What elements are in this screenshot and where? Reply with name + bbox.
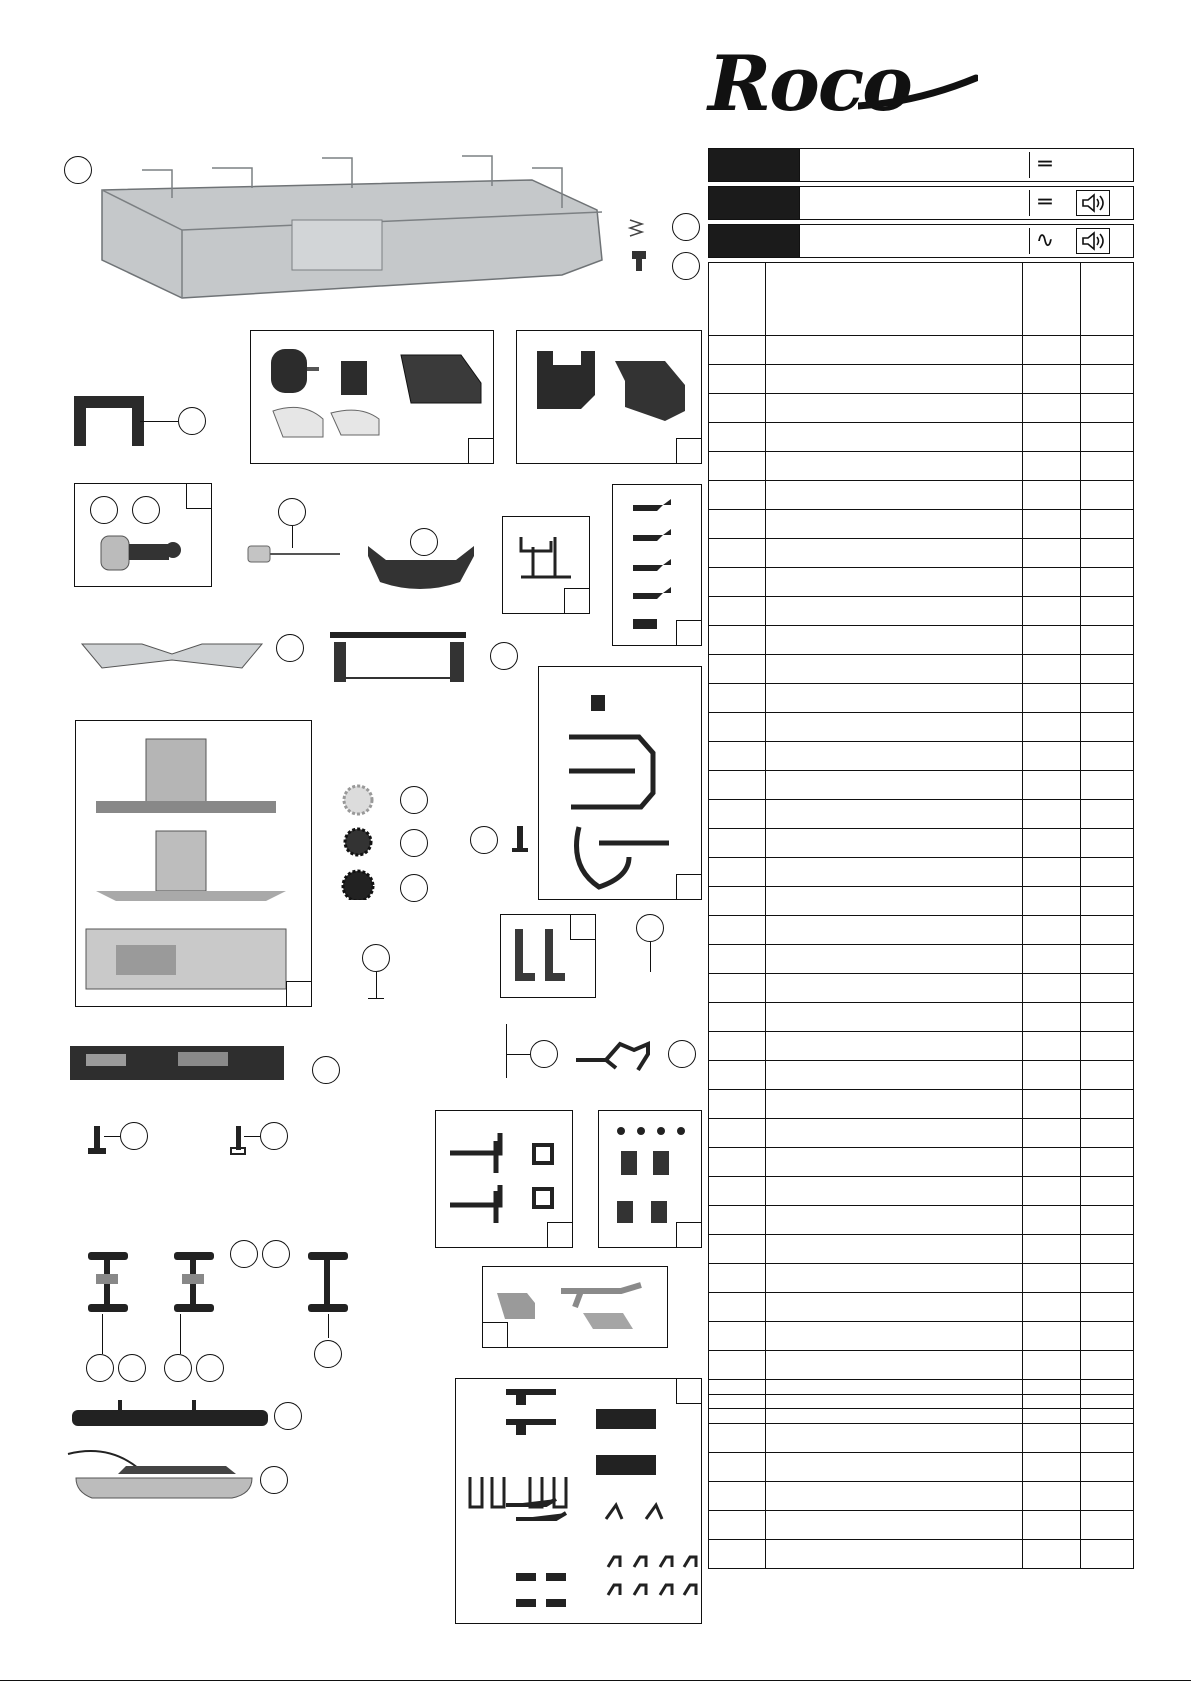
table-row (709, 1511, 1133, 1540)
callout (230, 1240, 258, 1268)
table-row (709, 510, 1133, 539)
table-row (709, 684, 1133, 713)
screw (228, 1124, 252, 1158)
callout (668, 1040, 696, 1068)
table-row (709, 887, 1133, 916)
sound-icon (1076, 190, 1110, 216)
chassis-frame (62, 150, 622, 300)
callout (314, 1340, 342, 1368)
parts-box-pilot (538, 666, 702, 900)
parts-box-motor (250, 330, 494, 464)
callout (178, 407, 206, 435)
frame-plate (326, 628, 470, 686)
table-row (709, 1424, 1133, 1453)
callout (636, 914, 664, 942)
table-row (709, 365, 1133, 394)
table-row (709, 626, 1133, 655)
callout (400, 786, 428, 814)
table-row (709, 1177, 1133, 1206)
variant-row-dc (708, 148, 1134, 182)
callout (120, 1122, 148, 1150)
table-row (709, 263, 1133, 336)
wheelsets (80, 1246, 360, 1326)
parts-box-hooks (612, 484, 702, 646)
table-row (709, 452, 1133, 481)
table-row (709, 1061, 1133, 1090)
table-row (709, 481, 1133, 510)
callout (64, 156, 92, 184)
table-row (709, 1540, 1133, 1569)
table-row (709, 394, 1133, 423)
callout (278, 498, 306, 526)
table-row (709, 1395, 1133, 1424)
variant-code-block (709, 187, 799, 219)
callout (672, 213, 700, 241)
callout (164, 1354, 192, 1382)
lower-frame (68, 1040, 288, 1100)
callout (274, 1402, 302, 1430)
table-row (709, 1003, 1133, 1032)
logo-text: Roco (708, 39, 911, 128)
callout (400, 874, 428, 902)
parts-box-detail (502, 516, 590, 614)
gear-set (338, 780, 378, 900)
variant-code-block (709, 225, 799, 257)
screw (86, 1124, 110, 1158)
parts-box-accessories (455, 1378, 702, 1624)
table-row (709, 858, 1133, 887)
callout (362, 944, 390, 972)
variant-code-block (709, 149, 799, 181)
u-bracket (70, 392, 150, 448)
table-row (709, 1032, 1133, 1061)
bottom-plate (70, 1398, 270, 1438)
table-row (709, 597, 1133, 626)
logo-swash (858, 72, 978, 112)
table-row (709, 423, 1133, 452)
parts-list-grid (708, 262, 1134, 1409)
table-row (709, 771, 1133, 800)
spare-parts-grid (708, 1394, 1134, 1569)
table-row (709, 1264, 1133, 1293)
table-row (709, 916, 1133, 945)
table-row (709, 1293, 1133, 1322)
table-row (709, 945, 1133, 974)
brake-linkage (572, 1034, 662, 1074)
running-board (78, 636, 268, 672)
callout (276, 634, 304, 662)
table-row (709, 1148, 1133, 1177)
callout (470, 826, 498, 854)
table-row (709, 742, 1133, 771)
table-row (709, 1322, 1133, 1351)
parts-box-handrails (435, 1110, 573, 1248)
parts-box-housing (516, 330, 702, 464)
table-row (709, 568, 1133, 597)
callout (530, 1040, 558, 1068)
callout (260, 1466, 288, 1494)
table-row (709, 1090, 1133, 1119)
table-row (709, 1351, 1133, 1380)
spring-and-screw (624, 216, 654, 276)
parts-box-gearbox (75, 720, 312, 1007)
variant-row-ac-sound (708, 224, 1134, 258)
table-row (709, 713, 1133, 742)
callout (312, 1056, 340, 1084)
callout (262, 1240, 290, 1268)
table-row (709, 539, 1133, 568)
table-row (709, 1235, 1133, 1264)
callout (490, 642, 518, 670)
sound-icon (1076, 228, 1110, 254)
footer-rule (0, 1680, 1191, 1681)
callout (672, 252, 700, 280)
table-row (709, 1206, 1133, 1235)
roco-logo (708, 39, 980, 128)
callout (90, 496, 118, 524)
dc-icon: ═ (1029, 190, 1060, 216)
table-row (709, 1453, 1133, 1482)
snowplough (66, 1444, 266, 1504)
callout (86, 1354, 114, 1382)
worm-shaft (246, 540, 346, 570)
callout (400, 829, 428, 857)
parts-box-lamps (598, 1110, 702, 1248)
callout (410, 528, 438, 556)
ac-icon: ∿ (1029, 228, 1060, 254)
parts-box-couplers (482, 1266, 668, 1348)
variant-row-dc-sound (708, 186, 1134, 220)
callout (260, 1122, 288, 1150)
table-row (709, 655, 1133, 684)
table-row (709, 829, 1133, 858)
table-row (709, 1482, 1133, 1511)
callout (132, 496, 160, 524)
table-row (709, 1119, 1133, 1148)
parts-box-steps (500, 914, 596, 998)
table-row (709, 336, 1133, 365)
callout (118, 1354, 146, 1382)
table-row (709, 800, 1133, 829)
callout (196, 1354, 224, 1382)
screw (510, 822, 530, 856)
dc-icon: ═ (1029, 152, 1060, 178)
table-row (709, 974, 1133, 1003)
